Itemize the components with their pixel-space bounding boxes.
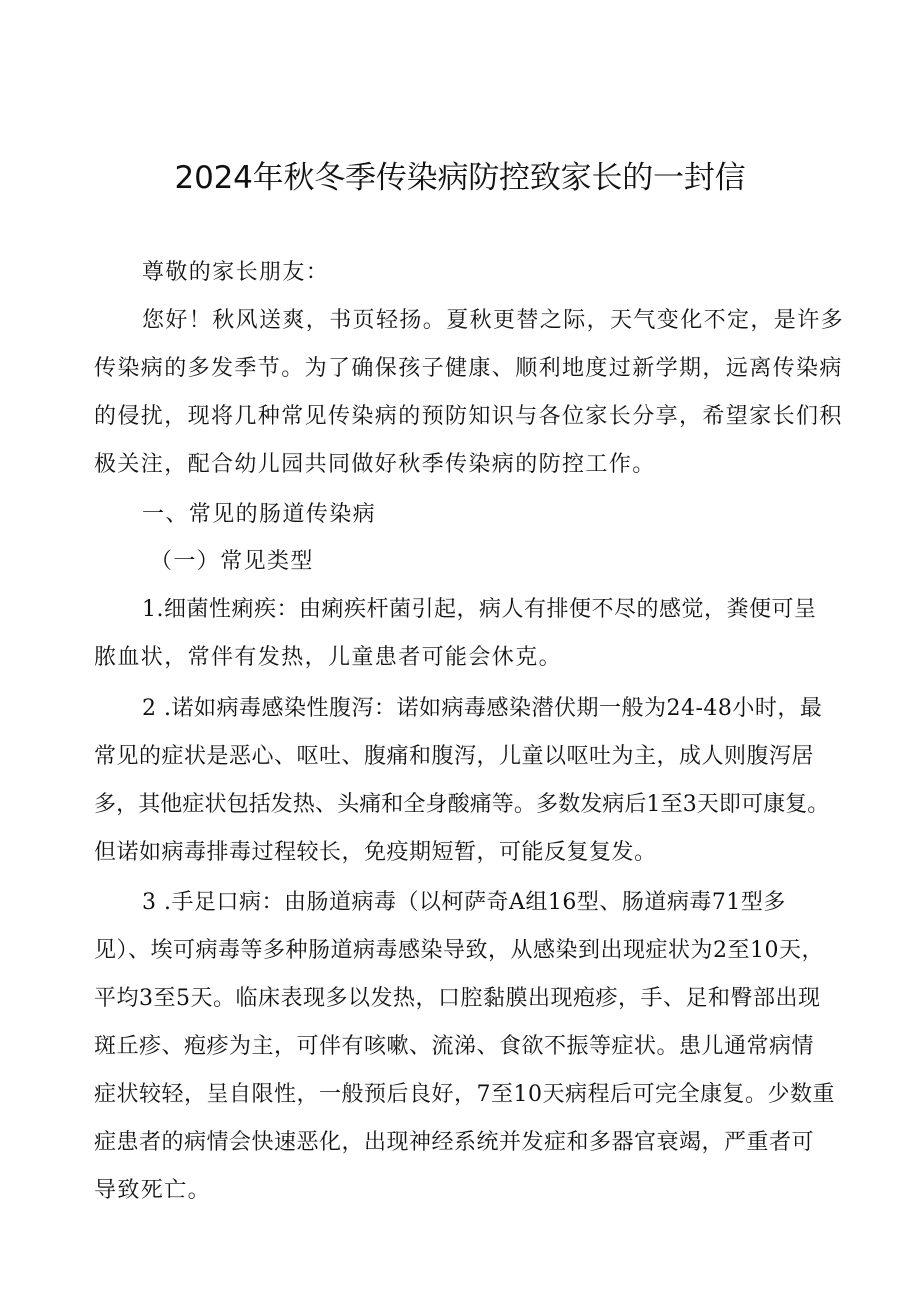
greeting-line: 尊敬的家长朋友： xyxy=(142,260,330,285)
item-1-line-1: 1.细菌性痢疾：由痢疾杆菌引起，病人有排便不尽的感觉，粪便可呈 xyxy=(142,597,817,622)
item-2-line-1: 2 .诺如病毒感染性腹泻：诺如病毒感染潜伏期一般为24-48小时，最 xyxy=(142,696,823,721)
item-2-line-4: 但诺如病毒排毒过程较长，免疫期短暂，可能反复复发。 xyxy=(94,840,657,865)
intro-paragraph-line-2: 传染病的多发季节。为了确保孩子健康、顺利地度过新学期，远离传染病 xyxy=(94,356,843,381)
item-2-line-2: 常见的症状是恶心、呕吐、腹痛和腹泻，儿童以呕吐为主，成人则腹泻居 xyxy=(94,744,815,769)
subsection-heading: （一）常见类型 xyxy=(150,549,314,574)
item-1-line-2: 脓血状，常伴有发热，儿童患者可能会休克。 xyxy=(94,645,563,670)
item-3-line-7: 导致死亡。 xyxy=(94,1178,212,1203)
section-heading: 一、常见的肠道传染病 xyxy=(142,502,377,527)
intro-paragraph-line-3: 的侵扰，现将几种常见传染病的预防知识与各位家长分享，希望家长们积 xyxy=(94,404,843,429)
item-3-line-2: 见）、埃可病毒等多种肠道病毒感染导致，从感染到出现症状为2至10天， xyxy=(94,938,824,963)
item-3-line-1: 3 .手足口病：由肠道病毒（以柯萨奇A组16型、肠道病毒71型多 xyxy=(142,890,786,915)
item-2-line-3: 多，其他症状包括发热、头痛和全身酸痛等。多数发病后1至3天即可康复。 xyxy=(94,792,830,817)
item-3-line-3: 平均3至5天。临床表现多以发热，口腔黏膜出现疱疹，手、足和臀部出现 xyxy=(94,986,821,1011)
item-3-line-5: 症状较轻，呈自限性，一般预后良好，7至10天病程后可完全康复。少数重 xyxy=(94,1082,835,1107)
item-3-line-6: 症患者的病情会快速恶化，出现神经系统并发症和多器官衰竭，严重者可 xyxy=(94,1130,815,1155)
intro-paragraph-line-4: 极关注，配合幼儿园共同做好秋季传染病的防控工作。 xyxy=(94,452,656,477)
intro-paragraph-line-1: 您好！秋风送爽，书页轻扬。夏秋更替之际，天气变化不定，是许多 xyxy=(142,308,845,333)
document-title: 2024年秋冬季传染病防控致家长的一封信 xyxy=(174,160,746,196)
item-3-line-4: 斑丘疹、疱疹为主，可伴有咳嗽、流涕、食欲不振等症状。患儿通常病情 xyxy=(94,1034,815,1059)
